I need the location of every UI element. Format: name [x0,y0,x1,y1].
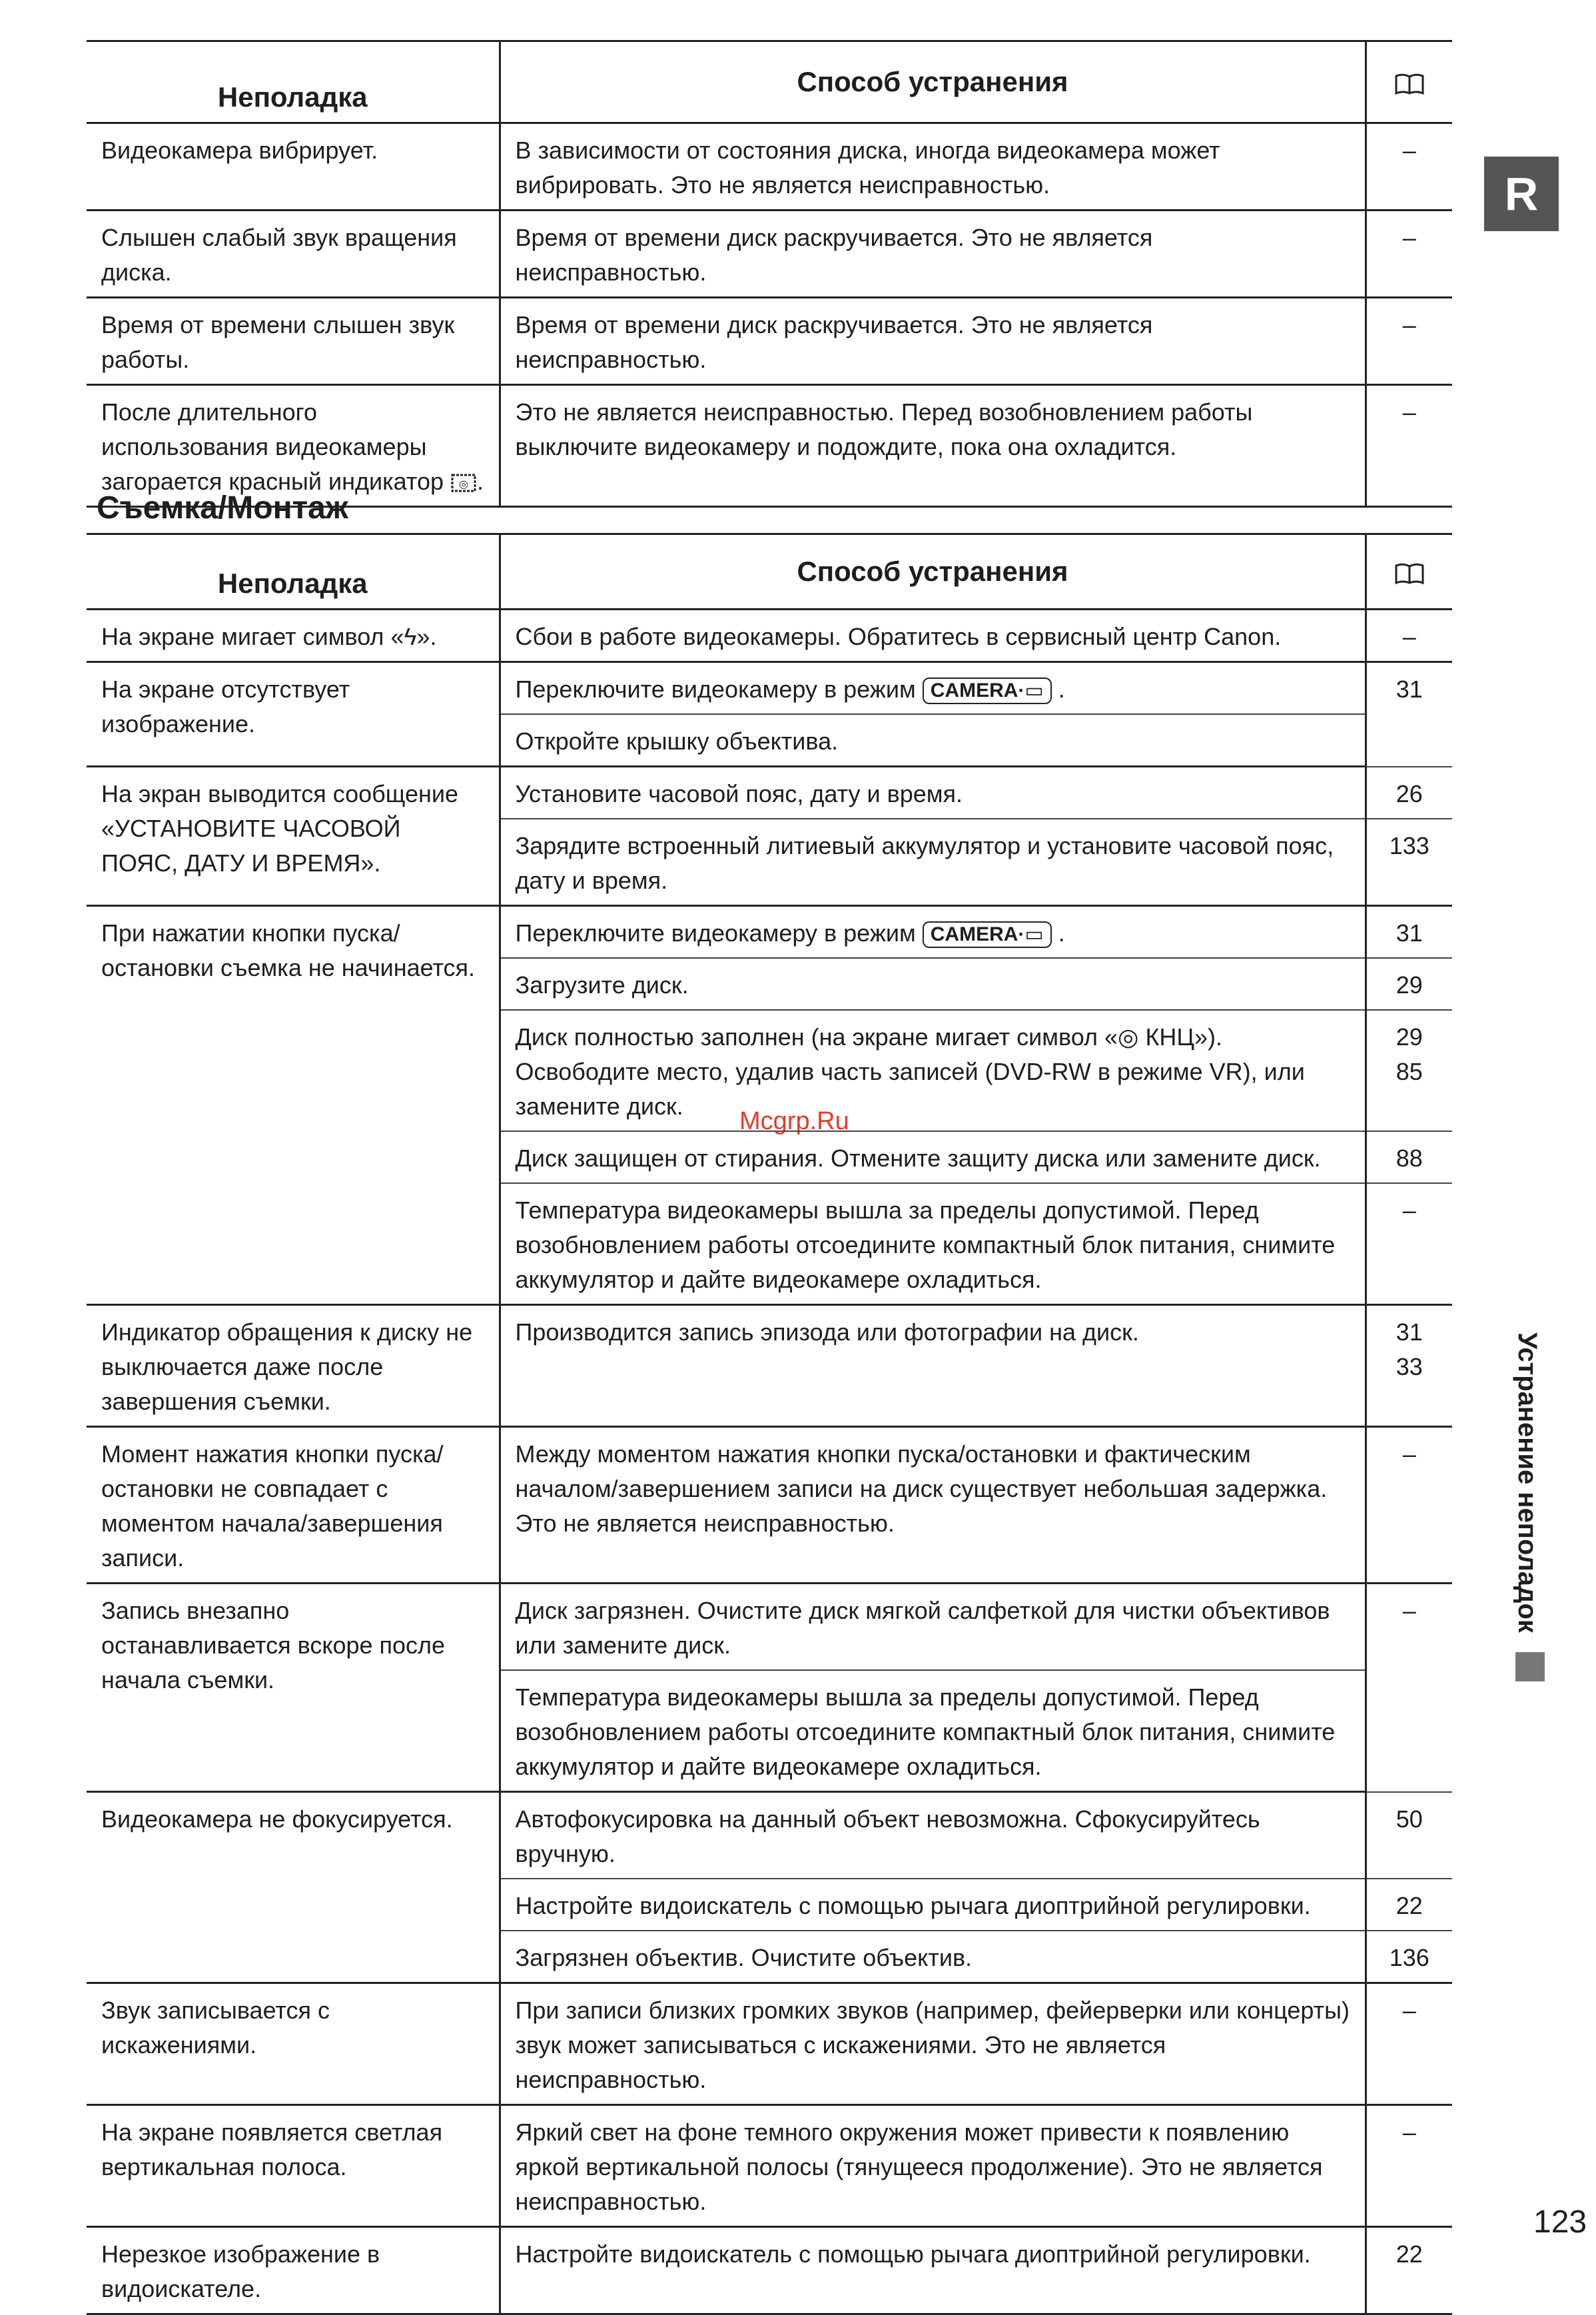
column-header-page-ref [1366,41,1452,123]
solution-text-continued: КНЦ»). Освободите место, удалив часть записей (DVD-RW в режиме VR), или замените диск. [515,1023,1305,1120]
camera-mode-badge: CAMERA·▭ [923,921,1052,948]
page-ref-cell: 50 [1366,1792,1452,1879]
camera-mode-label: CAMERA [930,680,1018,702]
table-row [87,1983,1452,2105]
watermark: Mcgrp.Ru [739,1107,849,1135]
solution-cell: Диск загрязнен. Очистите диск мягкой салфеткой для чистки объективов или замените диск. [500,1584,1366,1671]
solution-text: Переключите видеокамеру в режим [515,676,916,703]
problem-cell [87,610,500,662]
table-row [87,211,1452,298]
page-ref-cell: – [1366,1584,1452,1792]
table-row [87,767,1452,819]
problem-cell: На экран выводится сообщение «УСТАНОВИТЕ ЧАСОВОЙ ПОЯС, ДАТУ И ВРЕМЯ». [87,767,500,906]
page-ref-cell: 133 [1366,819,1452,906]
page-ref-cell: 29 [1366,958,1452,1010]
solution-cell: Диск защищен от стирания. Отмените защиту диска или замените диск. [500,1131,1366,1183]
column-header-solution: Способ устранения [500,534,1366,610]
troubleshooting-table-recording [87,533,1452,2315]
problem-cell: Звук записывается с искажениями. [87,1983,500,2105]
column-header-solution: Способ устранения [500,41,1366,123]
record-mode-icon: ▭ [1024,923,1044,946]
problem-suffix: . [477,468,484,495]
table-row [87,662,1452,715]
page-ref-cell: – [1366,298,1452,385]
table-row [87,123,1452,211]
page-ref-cell: – [1366,2105,1452,2227]
solution-cell: Загрязнен объектив. Очистите объектив. [500,1931,1366,1983]
section-side-label: Устранение неполадок [1513,1332,1542,1633]
problem-cell: На экране появляется светлая вертикальная полоса. [87,2105,500,2227]
table-row [87,1792,1452,1879]
solution-cell: Зарядите встроенный литиевый аккумулятор и установите часовой пояс, дату и время. [500,819,1366,906]
camera-mode-label: CAMERA [930,923,1018,946]
page-ref-cell: 31 [1366,906,1452,959]
table-row [87,1305,1452,1427]
solution-cell: Между моментом нажатия кнопки пуска/остановки и фактическим началом/завершением записи на диск существует небольшая задержка. Это не является неисправностью. [500,1427,1366,1584]
record-mode-icon: ▭ [1024,680,1044,702]
section-marker [1515,1652,1545,1681]
solution-cell [500,906,1366,959]
column-header-problem: Неполадка [87,534,500,610]
solution-text: Переключите видеокамеру в режим [515,919,916,947]
solution-cell: Время от времени диск раскручивается. Это не является неисправностью. [500,211,1366,298]
table-header [87,41,1452,123]
solution-cell: При записи близких громких звуков (например, фейерверки или концерты) звук может записываться с искажениями. Это не является неисправностью. [500,1983,1366,2105]
solution-cell [500,1010,1366,1131]
page-ref-cell: – [1366,1183,1452,1305]
camera-mode-badge: CAMERA·▭ [923,678,1052,704]
table-row [87,2227,1452,2314]
page-ref-cell: 31 [1366,662,1452,767]
problem-cell: Индикатор обращения к диску не выключается даже после завершения съемки. [87,1305,500,1427]
card-access-indicator-icon [450,473,477,493]
problem-text: На экране мигает символ « [101,623,404,650]
page-number: 123 [1533,2204,1587,2240]
page-ref-cell: – [1366,123,1452,211]
section-title: Съемка/Монтаж [97,490,348,526]
page-ref-cell: – [1366,211,1452,298]
solution-cell: Температура видеокамеры вышла за пределы допустимой. Перед возобновлением работы отсоедините компактный блок питания, снимите аккумулятор и дайте видеокамере охладиться. [500,1670,1366,1792]
page-ref: 85 [1396,1058,1423,1085]
page-ref: 33 [1396,1353,1423,1380]
solution-cell: Загрузите диск. [500,958,1366,1010]
table-row [87,1584,1452,1671]
table-row [87,906,1452,959]
page-ref: 31 [1396,1318,1423,1346]
problem-cell: Видеокамера вибрирует. [87,123,500,211]
problem-suffix: ». [416,623,437,650]
column-header-page-ref [1366,534,1452,610]
table-row [87,298,1452,385]
table-header [87,534,1452,610]
solution-cell: Это не является неисправностью. Перед возобновлением работы выключите видеокамеру и подождите, пока она охладится. [500,385,1366,507]
problem-cell: Видеокамера не фокусируется. [87,1792,500,1983]
solution-cell: Сбои в работе видеокамеры. Обратитесь в сервисный центр Canon. [500,610,1366,662]
page-ref-cell: – [1366,1427,1452,1584]
problem-cell [87,385,500,507]
page-ref-cell: – [1366,610,1452,662]
flash-warning-icon: ϟ [404,623,417,650]
page-ref-cell: 26 [1366,767,1452,819]
page-ref-cell: 22 [1366,2227,1452,2314]
solution-suffix: . [1058,676,1065,703]
problem-cell: Момент нажатия кнопки пуска/остановки не совпадает с моментом начала/завершения записи. [87,1427,500,1584]
solution-cell: Настройте видоискатель с помощью рычага диоптрийной регулировки. [500,1879,1366,1931]
solution-cell: Температура видеокамеры вышла за пределы допустимой. Перед возобновлением работы отсоедините компактный блок питания, снимите аккумулятор и дайте видеокамере охладиться. [500,1183,1366,1305]
solution-cell: Производится запись эпизода или фотографии на диск. [500,1305,1366,1427]
page-ref-cell: 22 [1366,1879,1452,1931]
problem-cell: На экране отсутствует изображение. [87,662,500,767]
solution-cell: Время от времени диск раскручивается. Это не является неисправностью. [500,298,1366,385]
solution-cell: Настройте видоискатель с помощью рычага диоптрийной регулировки. [500,2227,1366,2314]
solution-cell: Установите часовой пояс, дату и время. [500,767,1366,819]
svg-text:◎: ◎ [459,478,469,491]
table-row [87,610,1452,662]
table-row [87,1427,1452,1584]
page-ref-cell: – [1366,385,1452,507]
book-icon [1394,562,1425,586]
page-ref-cell: 136 [1366,1931,1452,1983]
solution-cell: Яркий свет на фоне темного окружения может привести к появлению яркой вертикальной полосы (тянущееся продолжение). Это не является неисправностью. [500,2105,1366,2227]
disc-icon: ◎ [1118,1023,1139,1051]
column-header-problem: Неполадка [87,41,500,123]
table-row [87,385,1452,507]
page-ref-cell: 88 [1366,1131,1452,1183]
problem-text: После длительного использования видеокамеры загорается красный индикатор [101,398,444,495]
problem-cell: При нажатии кнопки пуска/остановки съемка не начинается. [87,906,500,1305]
page-ref-cell: – [1366,1983,1452,2105]
problem-cell: Запись внезапно останавливается вскоре после начала съемки. [87,1584,500,1792]
language-tab: R [1484,157,1559,231]
solution-cell: Откройте крышку объектива. [500,714,1366,767]
book-icon [1394,72,1425,96]
solution-text: Диск полностью заполнен (на экране мигает символ « [515,1023,1118,1051]
troubleshooting-table-general [87,40,1452,508]
table-row [87,2105,1452,2227]
solution-suffix: . [1058,919,1065,947]
problem-cell: Время от времени слышен звук работы. [87,298,500,385]
page-ref-cell [1366,1010,1452,1131]
problem-cell: Слышен слабый звук вращения диска. [87,211,500,298]
problem-cell: Нерезкое изображение в видоискателе. [87,2227,500,2314]
page-ref: 29 [1396,1023,1423,1051]
page-ref-cell [1366,1305,1452,1427]
solution-cell: В зависимости от состояния диска, иногда видеокамера может вибрировать. Это не является неисправностью. [500,123,1366,211]
solution-cell [500,662,1366,715]
solution-cell: Автофокусировка на данный объект невозможна. Сфокусируйтесь вручную. [500,1792,1366,1879]
